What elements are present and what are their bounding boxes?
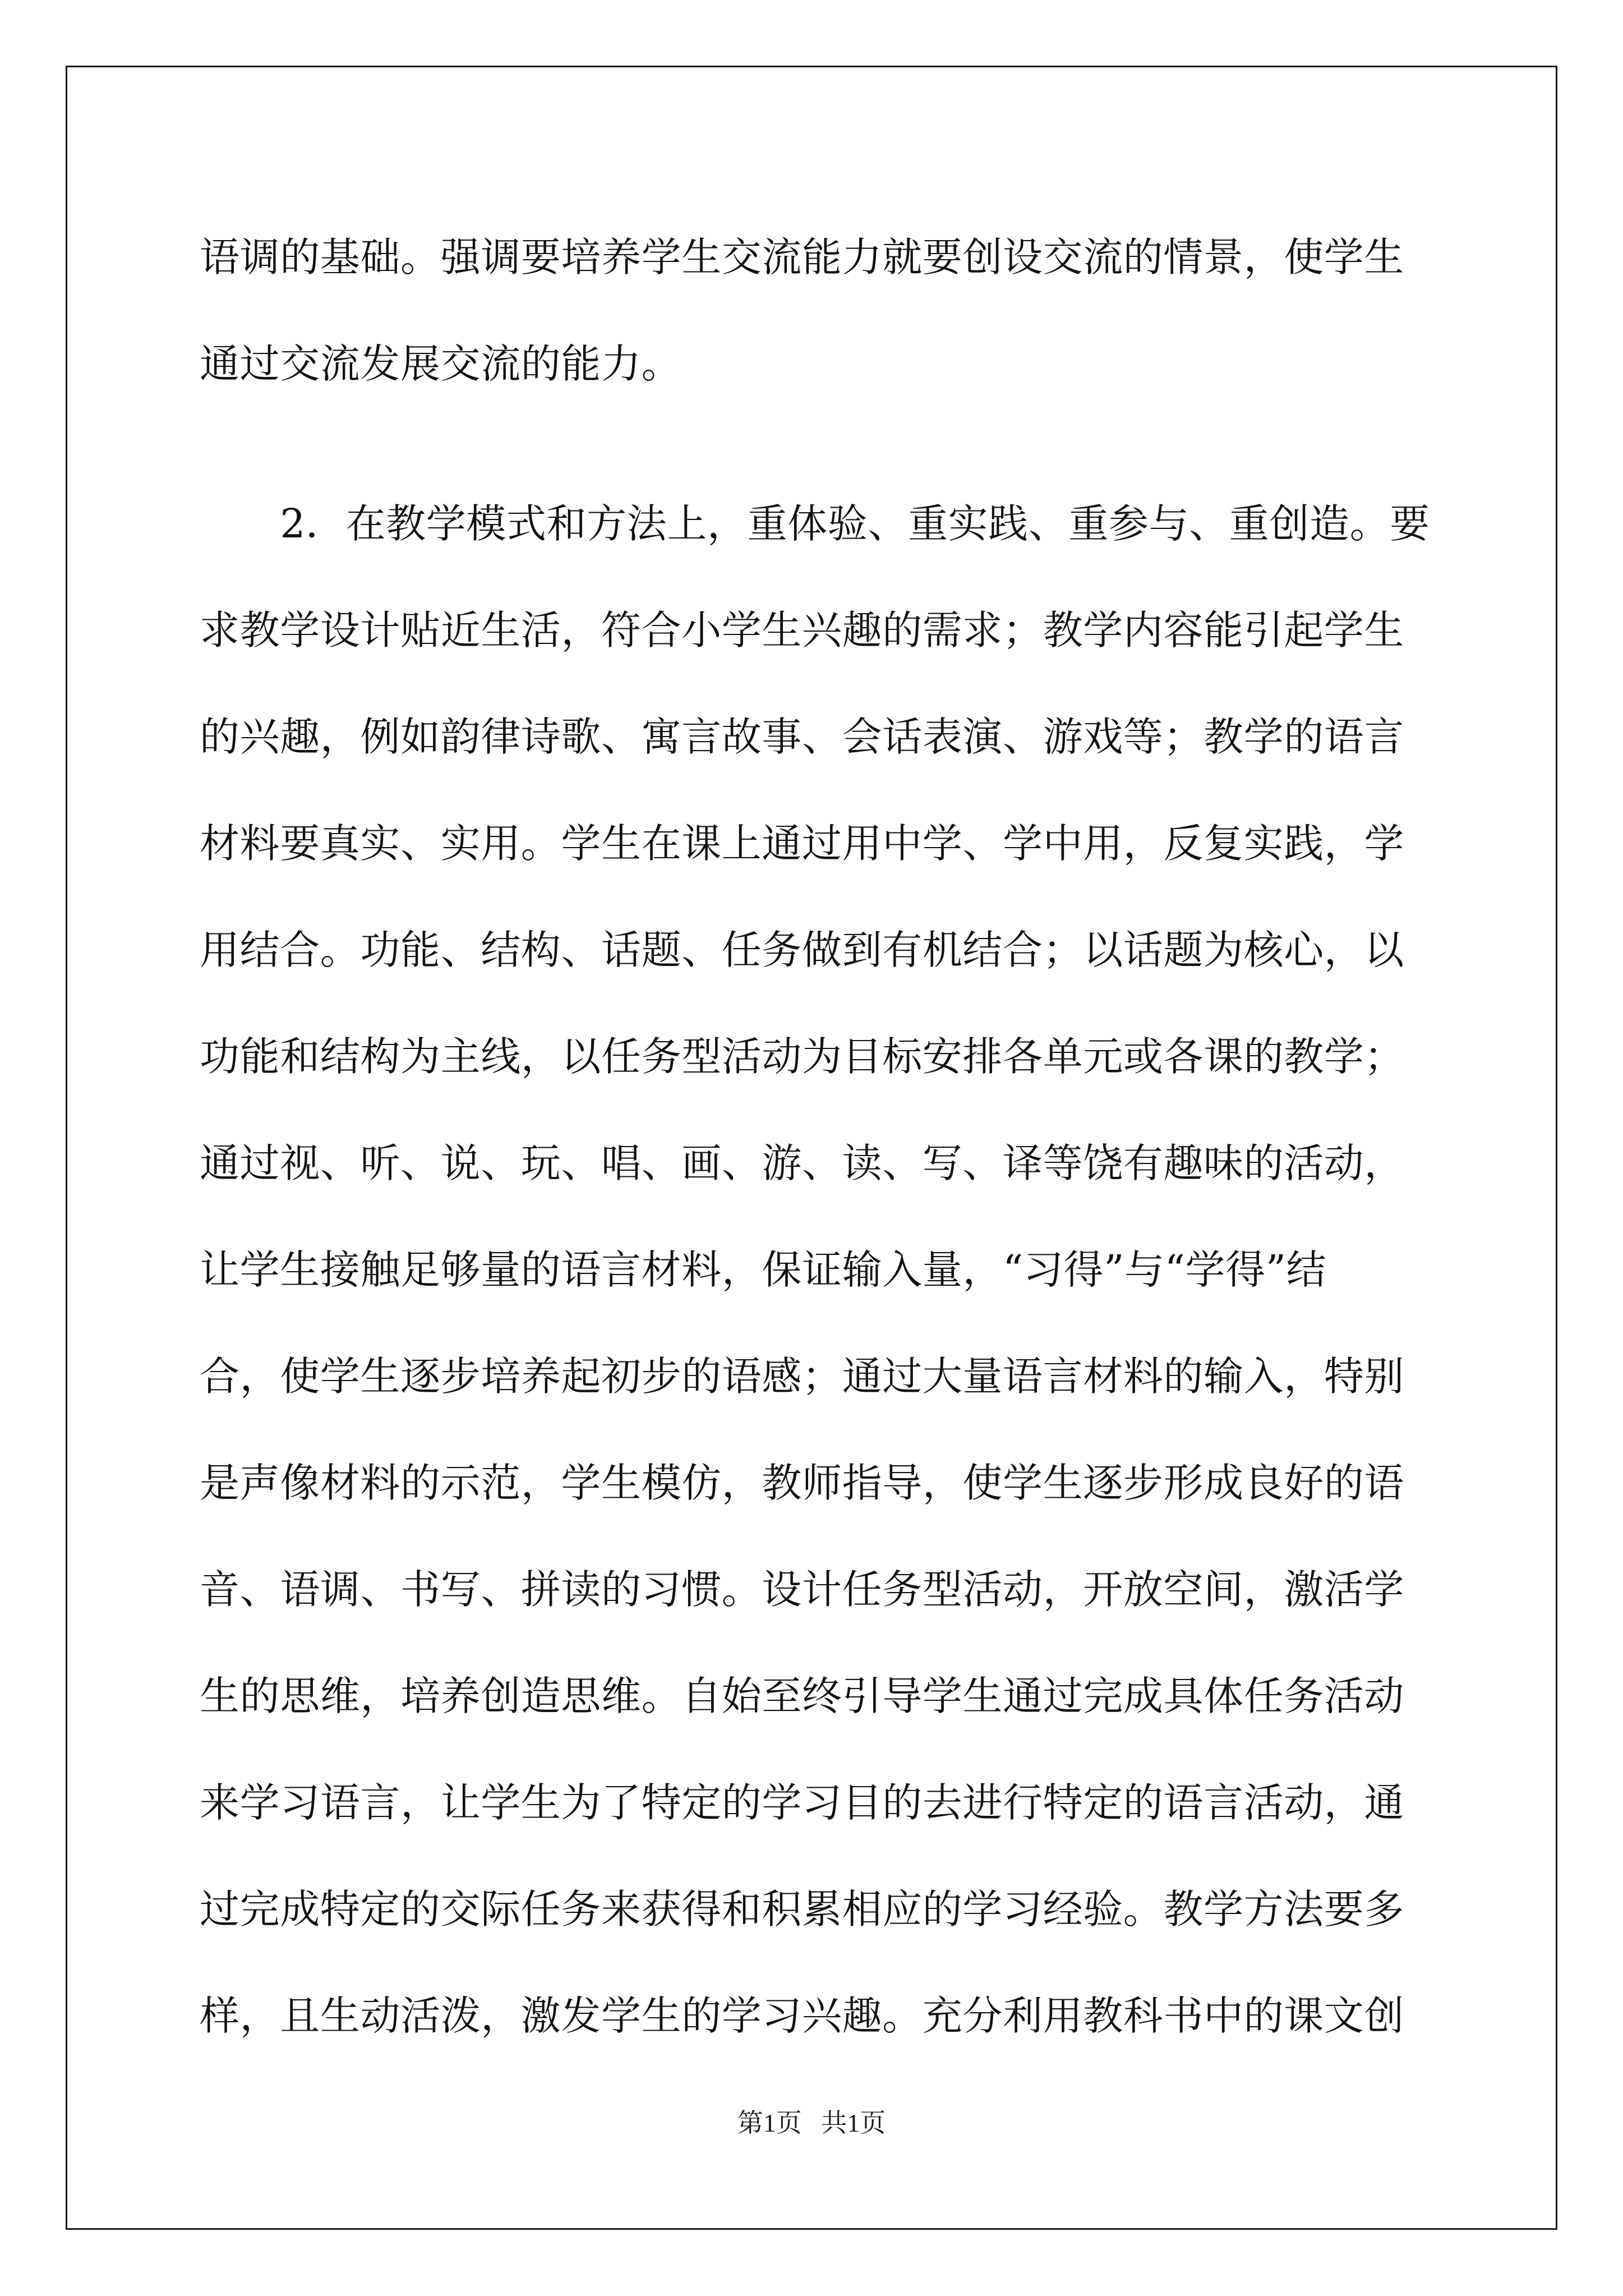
text-line: 音、语调、书写、拼读的习惯。设计任务型活动，开放空间，激活学 [200,1566,1405,1613]
text-line: 合，使学生逐步培养起初步的语感；通过大量语言材料的输入，特别 [200,1353,1405,1400]
text-line: 的兴趣，例如韵律诗歌、寓言故事、会话表演、游戏等；教学的语言 [200,714,1405,760]
text-line: 求教学设计贴近生活，符合小学生兴趣的需求；教学内容能引起学生 [200,607,1405,654]
text-line: 是声像材料的示范，学生模仿，教师指导，使学生逐步形成良好的语 [200,1460,1405,1506]
text-line: 2．在教学模式和方法上，重体验、重实践、重参与、重创造。要 [200,500,1430,547]
text-line: 让学生接触足够量的语言材料，保证输入量，“习得”与“学得”结 [200,1246,1327,1293]
page-footer: 第1页 共1页 [737,2109,886,2137]
text-line: 来学习语言，让学生为了特定的学习目的去进行特定的语言活动，通 [200,1779,1405,1826]
text-line: 功能和结构为主线，以任务型活动为目标安排各单元或各课的教学； [200,1033,1405,1080]
text-line: 生的思维，培养创造思维。自始至终引导学生通过完成具体任务活动 [200,1673,1405,1719]
text-line: 用结合。功能、结构、话题、任务做到有机结合；以话题为核心，以 [200,927,1405,973]
text-line: 样，且生动活泼，激发学生的学习兴趣。充分利用教科书中的课文创 [200,1993,1405,2039]
document-body [200,204,1430,2069]
text-line: 通过交流发展交流的能力。 [200,341,682,387]
text-line: 过完成特定的交际任务来获得和积累相应的学习经验。教学方法要多 [200,1886,1405,1932]
text-line: 材料要真实、实用。学生在课上通过用中学、学中用，反复实践，学 [200,820,1405,867]
text-line: 通过视、听、说、玩、唱、画、游、读、写、译等饶有趣味的活动， [200,1140,1405,1186]
text-line: 语调的基础。强调要培养学生交流能力就要创设交流的情景，使学生 [200,234,1405,280]
